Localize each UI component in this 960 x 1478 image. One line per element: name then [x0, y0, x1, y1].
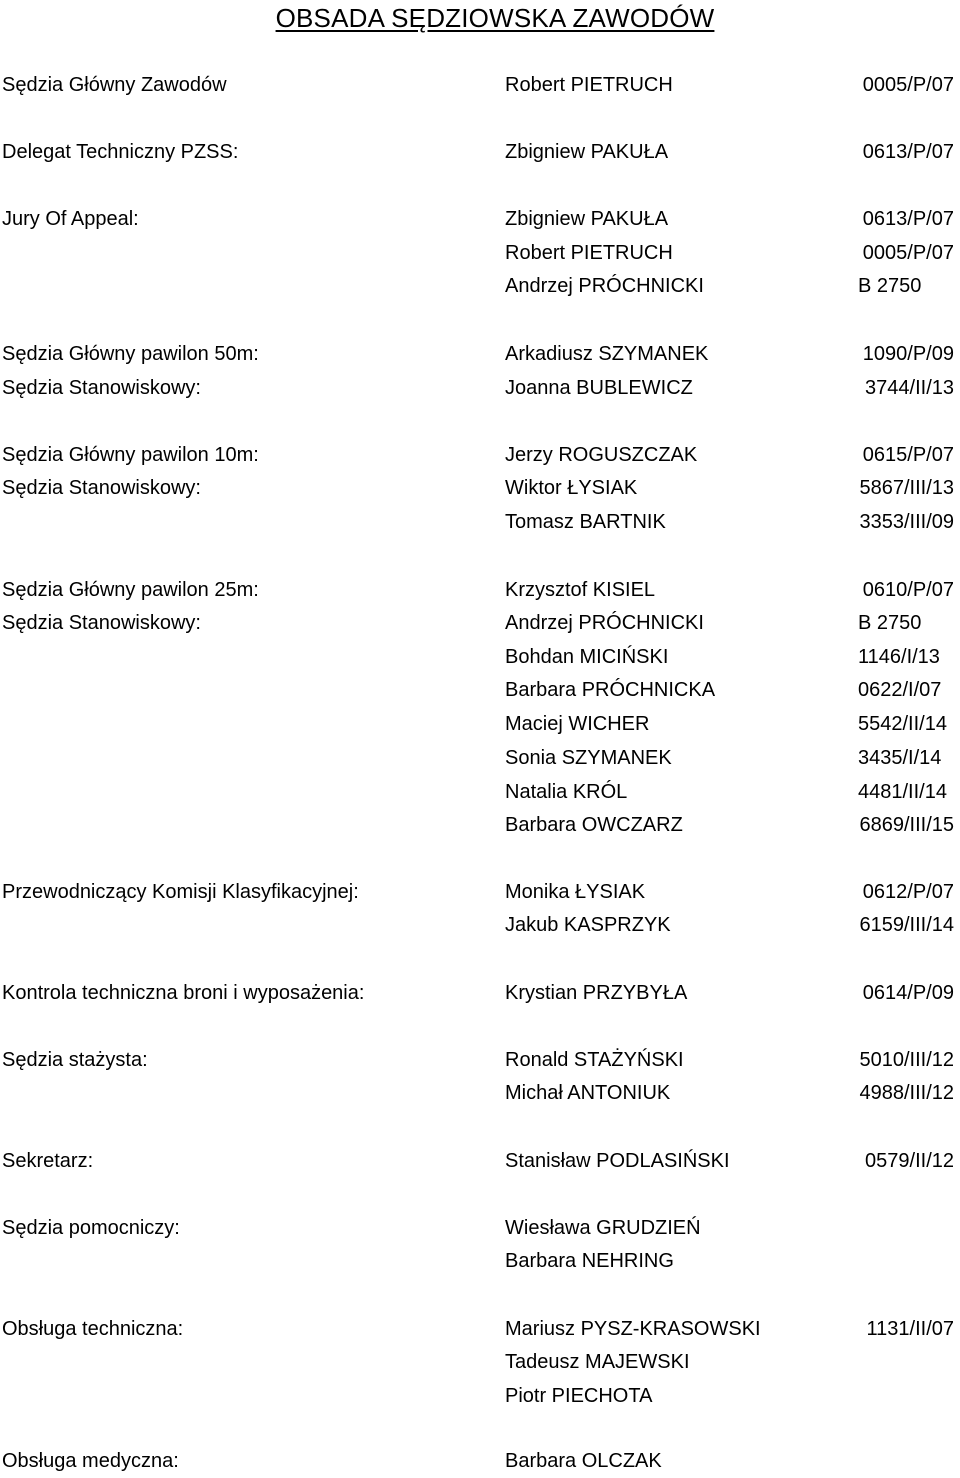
person-name: Krystian PRZYBYŁA [505, 982, 688, 1004]
list-item [0, 135, 960, 169]
role-label: Przewodniczący Komisji Klasyfikacyjnej: [2, 881, 359, 903]
license-number: 1131/II/07 [866, 1318, 954, 1340]
license-number: 0005/P/07 [862, 242, 954, 264]
list-item [0, 1244, 960, 1278]
person-name: Monika ŁYSIAK [505, 881, 646, 903]
role-label: Sędzia Główny pawilon 50m: [2, 343, 259, 365]
person-name: Krzysztof KISIEL [505, 579, 656, 601]
person-name: Wiesława GRUDZIEŃ [505, 1217, 701, 1239]
list-item [0, 337, 960, 371]
role-label: Sędzia Stanowiskowy: [2, 477, 201, 499]
person-name: Barbara PRÓCHNICKA [505, 679, 716, 701]
person-name: Barbara OLCZAK [505, 1450, 662, 1472]
list-item [0, 875, 960, 909]
person-name: Andrzej PRÓCHNICKI [505, 275, 704, 297]
role-label: Sędzia Stanowiskowy: [2, 612, 201, 634]
list-item [0, 775, 960, 809]
license-number: 5542/II/14 [858, 713, 947, 735]
license-number: 1146/I/13 [858, 646, 940, 668]
role-label: Obsługa medyczna: [2, 1450, 179, 1472]
person-name: Michał ANTONIUK [505, 1082, 671, 1104]
license-number: 4988/III/12 [859, 1082, 954, 1104]
license-number: 0622/I/07 [858, 679, 942, 701]
license-number: B 2750 [858, 612, 922, 634]
person-name: Sonia SZYMANEK [505, 747, 672, 769]
role-label: Obsługa techniczna: [2, 1318, 184, 1340]
license-number: 0612/P/07 [862, 881, 954, 903]
person-name: Stanisław PODLASIŃSKI [505, 1150, 730, 1172]
person-name: Natalia KRÓL [505, 781, 628, 803]
role-label: Delegat Techniczny PZSS: [2, 141, 239, 163]
role-label: Sędzia Główny pawilon 10m: [2, 444, 259, 466]
list-item [0, 1345, 960, 1379]
license-number: 0615/P/07 [862, 444, 954, 466]
role-label: Sekretarz: [2, 1150, 94, 1172]
list-item [0, 371, 960, 405]
person-name: Jakub KASPRZYK [505, 914, 671, 936]
person-name: Tomasz BARTNIK [505, 511, 666, 533]
person-name: Mariusz PYSZ-KRASOWSKI [505, 1318, 761, 1340]
list-item [0, 269, 960, 303]
list-item [0, 606, 960, 640]
person-name: Zbigniew PAKUŁA [505, 208, 669, 230]
license-number: 0610/P/07 [862, 579, 954, 601]
person-name: Andrzej PRÓCHNICKI [505, 612, 704, 634]
list-item [0, 640, 960, 674]
list-item [0, 438, 960, 472]
person-name: Tadeusz MAJEWSKI [505, 1351, 690, 1373]
list-item [0, 976, 960, 1010]
license-number: 0579/II/12 [865, 1150, 954, 1172]
list-item [0, 741, 960, 775]
list-item [0, 1076, 960, 1110]
license-number: 3435/I/14 [858, 747, 942, 769]
list-item [0, 202, 960, 236]
list-item [0, 908, 960, 942]
list-item [0, 673, 960, 707]
license-number: B 2750 [858, 275, 922, 297]
person-name: Maciej WICHER [505, 713, 650, 735]
list-item [0, 471, 960, 505]
license-number: 4481/II/14 [858, 781, 947, 803]
list-item [0, 1043, 960, 1077]
list-item [0, 808, 960, 842]
list-item [0, 1144, 960, 1178]
license-number: 3353/III/09 [859, 511, 954, 533]
list-item [0, 707, 960, 741]
person-name: Zbigniew PAKUŁA [505, 141, 669, 163]
license-number: 5867/III/13 [859, 477, 954, 499]
person-name: Barbara OWCZARZ [505, 814, 683, 836]
license-number: 0005/P/07 [862, 74, 954, 96]
role-label: Jury Of Appeal: [2, 208, 139, 230]
person-name: Joanna BUBLEWICZ [505, 377, 693, 399]
person-name: Robert PIETRUCH [505, 242, 673, 264]
list-item [0, 1312, 960, 1346]
list-item [0, 1211, 960, 1245]
list-item [0, 236, 960, 270]
person-name: Bohdan MICIŃSKI [505, 646, 669, 668]
list-item [0, 505, 960, 539]
role-label: Sędzia pomocniczy: [2, 1217, 180, 1239]
list-item [0, 68, 960, 102]
list-item [0, 573, 960, 607]
person-name: Barbara NEHRING [505, 1250, 674, 1272]
person-name: Arkadiusz SZYMANEK [505, 343, 709, 365]
person-name: Wiktor ŁYSIAK [505, 477, 638, 499]
person-name: Piotr PIECHOTA [505, 1385, 653, 1407]
role-label: Sędzia Główny Zawodów [2, 74, 227, 96]
list-item [0, 1444, 960, 1478]
license-number: 3744/II/13 [865, 377, 954, 399]
license-number: 0614/P/09 [862, 982, 954, 1004]
person-name: Robert PIETRUCH [505, 74, 673, 96]
license-number: 6869/III/15 [859, 814, 954, 836]
page-title: OBSADA SĘDZIOWSKA ZAWODÓW [275, 3, 715, 33]
license-number: 6159/III/14 [859, 914, 954, 936]
role-label: Sędzia Główny pawilon 25m: [2, 579, 259, 601]
license-number: 0613/P/07 [862, 141, 954, 163]
license-number: 0613/P/07 [862, 208, 954, 230]
role-label: Kontrola techniczna broni i wyposażenia: [2, 982, 365, 1004]
license-number: 1090/P/09 [862, 343, 954, 365]
list-item [0, 1379, 960, 1413]
role-label: Sędzia stażysta: [2, 1049, 148, 1071]
person-name: Ronald STAŻYŃSKI [505, 1049, 684, 1071]
role-label: Sędzia Stanowiskowy: [2, 377, 201, 399]
person-name: Jerzy ROGUSZCZAK [505, 444, 698, 466]
license-number: 5010/III/12 [859, 1049, 954, 1071]
